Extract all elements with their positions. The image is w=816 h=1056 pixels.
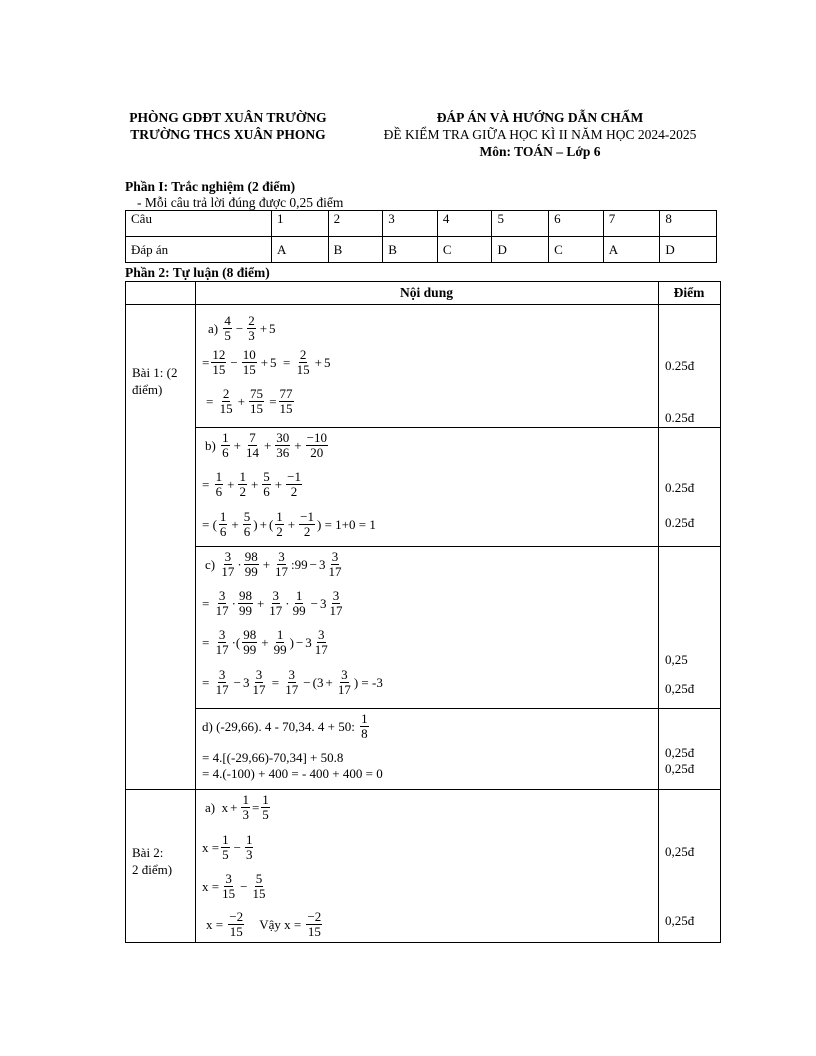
- bai1-label: Bài 1: (2 điểm): [132, 365, 178, 397]
- question-cell: 2: [328, 211, 383, 237]
- row-divider: [126, 789, 720, 790]
- answer-cell: C: [549, 237, 604, 263]
- bai2a-line1: a) x + $\frac{1}{3}$ = 1 5: [205, 792, 269, 822]
- bai1c-result: = -3: [361, 674, 383, 690]
- points-header: Điểm: [673, 285, 705, 300]
- answer-cell: D: [660, 237, 717, 263]
- doc-title: ĐÁP ÁN VÀ HƯỚNG DẪN CHẤM: [436, 110, 644, 125]
- question-cell: 3: [383, 211, 438, 237]
- essay-table: [125, 281, 721, 943]
- bai1a-line2: = 12 15 − $\frac{10}{15}$ + 5 = $\frac{2}{15}$ + 5: [202, 347, 331, 377]
- points-value: 0.25đ: [665, 358, 695, 373]
- question-cell: 4: [437, 211, 492, 237]
- question-cell: 5: [492, 211, 549, 237]
- points-value: 0,25đ: [665, 844, 695, 859]
- points-value: 0,25đ: [665, 761, 695, 776]
- answer-cell: A: [272, 237, 329, 263]
- points-value: 0.25đ: [665, 410, 695, 425]
- bai1c-line1: c) 3 17 · 98 99 + $\frac{3}{17}$ :99 − 3 $\frac{3}{17}$: [205, 549, 342, 579]
- answer-table: [125, 210, 717, 263]
- points-value: 0,25đ: [665, 745, 695, 760]
- question-cell: 7: [603, 211, 660, 237]
- row-divider: [126, 304, 720, 305]
- points-value: 0,25đ: [665, 681, 695, 696]
- exam-title: ĐỀ KIỂM TRA GIỮA HỌC KÌ II NĂM HỌC 2024-2025: [383, 127, 697, 142]
- part2-title: Phần 2: Tự luận (8 điểm): [125, 265, 270, 280]
- bai2a-line2: x = 1 5 − $\frac{1}{3}$: [202, 832, 253, 862]
- bai1c-line4: = 3 17 − 3 $\frac{3}{17}$ = 3 17 − (3 + $\frac{3}{17}$ ) = -3: [202, 667, 383, 697]
- question-cell: 8: [660, 211, 717, 237]
- answer-cell: B: [328, 237, 383, 263]
- school-header: [112, 109, 344, 143]
- question-row: [126, 211, 717, 237]
- points-value: 0.25đ: [665, 515, 695, 530]
- bai1d-expression: d) (-29,66). 4 - 70,34. 4 + 50:: [202, 718, 355, 734]
- bai2-label-line2: 2 điểm): [132, 862, 173, 877]
- bai1d-line2: = 4.[(-29,66)-70,34] + 50.8: [202, 750, 344, 765]
- row-divider: [195, 708, 720, 709]
- bai1a-line3: = 2 15 + $\frac{75}{15}$ = 77 15: [206, 386, 293, 416]
- bai1b-line1: b) 1 6 + $\frac{7}{14}$ + $\frac{30}{36}$ + $\frac{-10}{20}$: [205, 430, 327, 460]
- exam-header: [352, 109, 728, 160]
- department-name: PHÒNG GDĐT XUÂN TRƯỜNG: [129, 110, 327, 125]
- conclusion-label: Vậy x =: [259, 916, 302, 932]
- question-header: Câu: [126, 211, 272, 237]
- bai1d-line3: = 4.(-100) + 400 = - 400 + 400 = 0: [202, 766, 383, 781]
- bai1d-line1: d) (-29,66). 4 - 70,34. 4 + 50: 1 8: [202, 711, 368, 741]
- points-value: 0,25đ: [665, 913, 695, 928]
- column-divider: [658, 282, 659, 942]
- bai2a-line3: x = 3 15 − $\frac{5}{15}$: [202, 871, 266, 901]
- column-divider: [195, 282, 196, 942]
- points-value: 0.25đ: [665, 480, 695, 495]
- bai1c-line2: = 3 17 · 98 99 + $\frac{3}{17}$ · 1 99 − 3 $\frac{3}{17}$: [202, 588, 343, 618]
- bai1b-line3: = ( 1 6 + $\frac{5}{6}$ ) + ( $\frac{1}{2}$ + $\frac{-1}{2}$ ) = 1+0 = 1: [202, 509, 376, 539]
- bai1b-result: = 1+0 = 1: [324, 516, 376, 532]
- bai1b-line2: = 1 6 + $\frac{1}{2}$ + $\frac{5}{6}$ + $\frac{-1}{2}$: [202, 469, 301, 499]
- answer-cell: D: [492, 237, 549, 263]
- bai2-label-line1: Bài 2:: [132, 845, 164, 860]
- school-name: TRƯỜNG THCS XUÂN PHONG: [130, 127, 326, 142]
- part1-title: Phần I: Trắc nghiệm (2 điểm): [125, 179, 296, 194]
- answer-cell: A: [603, 237, 660, 263]
- row-divider: [195, 546, 720, 547]
- answer-header: Đáp án: [126, 237, 272, 263]
- part1-note: - Mỗi câu trả lời đúng được 0,25 điểm: [137, 195, 344, 210]
- question-cell: 6: [549, 211, 604, 237]
- bai2a-line4: x = −2 15 Vậy x = $\frac{-2}{15}$: [206, 909, 322, 939]
- bai1c-line3: = 3 17 ·( 98 99 + $\frac{1}{99}$ ) − 3 $\frac{3}{17}$: [202, 627, 328, 657]
- bai2-label: [132, 844, 172, 878]
- answer-row: [126, 237, 717, 263]
- answer-cell: C: [437, 237, 492, 263]
- points-value: 0,25: [665, 652, 688, 667]
- answer-cell: B: [383, 237, 438, 263]
- bai1a-line1: a) 4 5 − $\frac{2}{3}$ + 5: [208, 313, 276, 343]
- content-header: Nội dung: [400, 285, 453, 300]
- subject-line: Môn: TOÁN – Lớp 6: [479, 144, 601, 159]
- row-divider: [195, 427, 720, 428]
- question-cell: 1: [272, 211, 329, 237]
